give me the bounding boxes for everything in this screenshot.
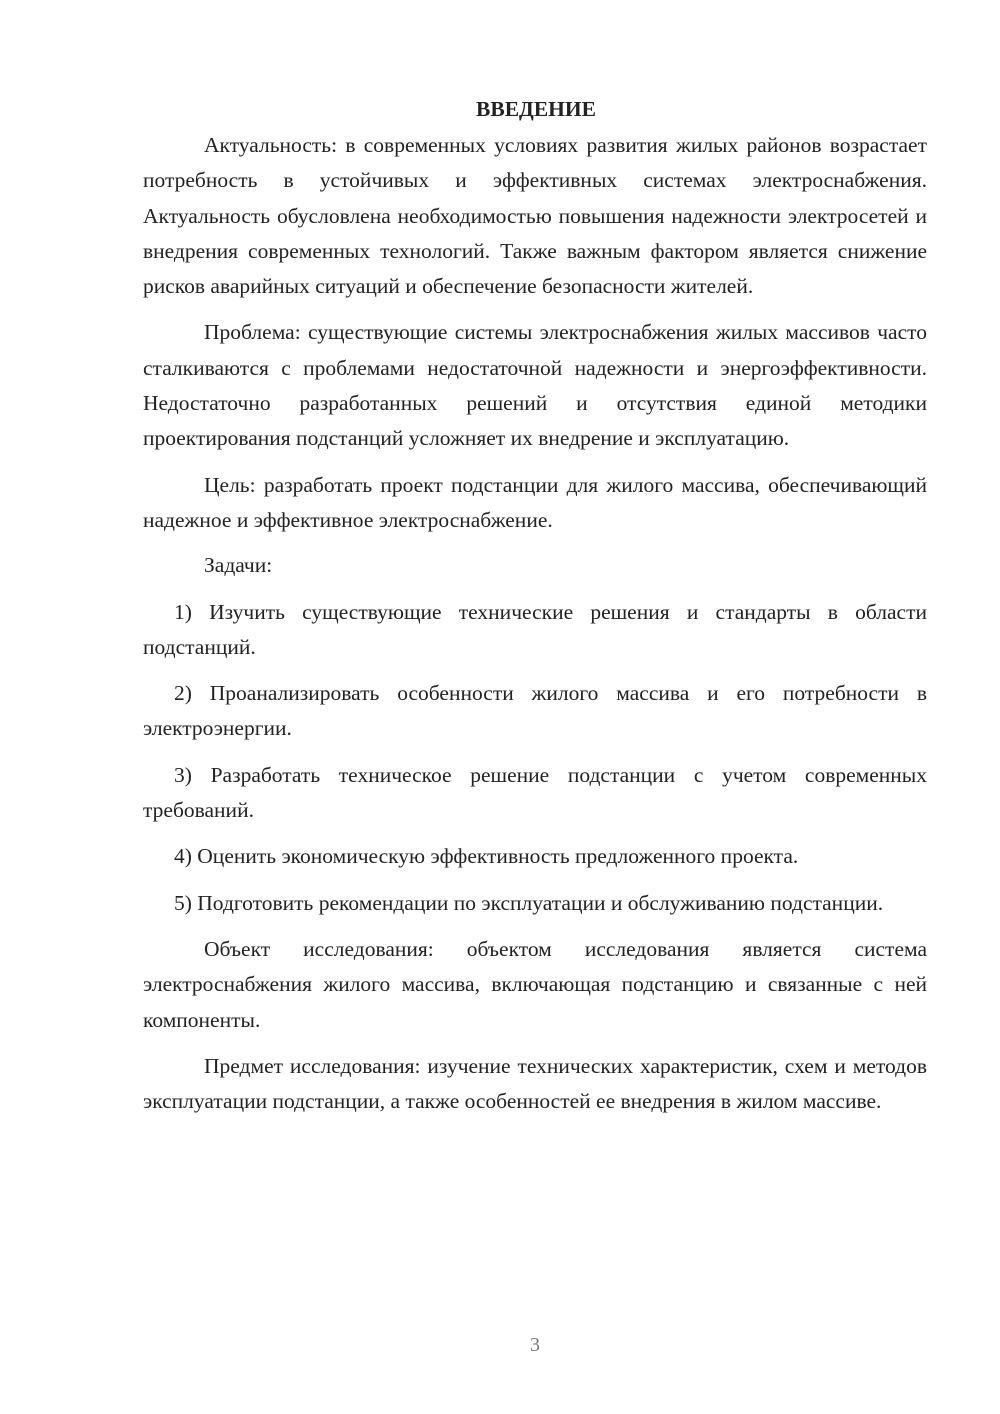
task-item-5: 5) Подготовить рекомендации по эксплуатации и обслуживанию подстанции. [174, 890, 884, 915]
paragraph-object: Объект исследования: объектом исследования является система электроснабжения жилого массива, включающая подстанцию и связанные с ней компоненты. [143, 936, 927, 1032]
task-item-3: 3) Разработать техническое решение подстанции с учетом современных требований. [143, 762, 927, 823]
task-item-4: 4) Оценить экономическую эффективность предложенного проекта. [174, 844, 799, 869]
tasks-label: Задачи: [204, 553, 273, 578]
task-item-1: 1) Изучить существующие технические решения и стандарты в области подстанций. [143, 599, 927, 659]
paragraph-subject: Предмет исследования: изучение технических характеристик, схем и методов эксплуатации подстанции, а также особенностей ее внедрения в жилом массиве. [143, 1053, 927, 1114]
section-heading: ВВЕДЕНИЕ [476, 97, 596, 121]
task-item-2: 2) Проанализировать особенности жилого массива и его потребности в электроэнергии. [143, 681, 927, 741]
paragraph-goal: Цель: разработать проект подстанции для жилого массива, обеспечивающий надежное и эффективное электроснабжение. [143, 472, 927, 532]
paragraph-relevance: Актуальность: в современных условиях развития жилых районов возрастает потребность в устойчивых и эффективных системах электроснабжения. Актуальность обусловлена необходимостью повышения надежности электросетей и внедрения современных технологий. Также важным фактором является снижение рисков аварийных ситуаций и обеспечение безопасности жителей. [143, 133, 927, 299]
page-number: 3 [530, 1334, 540, 1356]
document-body [143, 92, 927, 1119]
paragraph-problem: Проблема: существующие системы электроснабжения жилых массивов часто сталкиваются с проблемами недостаточной надежности и энергоэффективности. Недостаточно разработанных решений и отсутствия единой методики проектирования подстанций усложняет их внедрение и эксплуатацию. [143, 320, 927, 451]
